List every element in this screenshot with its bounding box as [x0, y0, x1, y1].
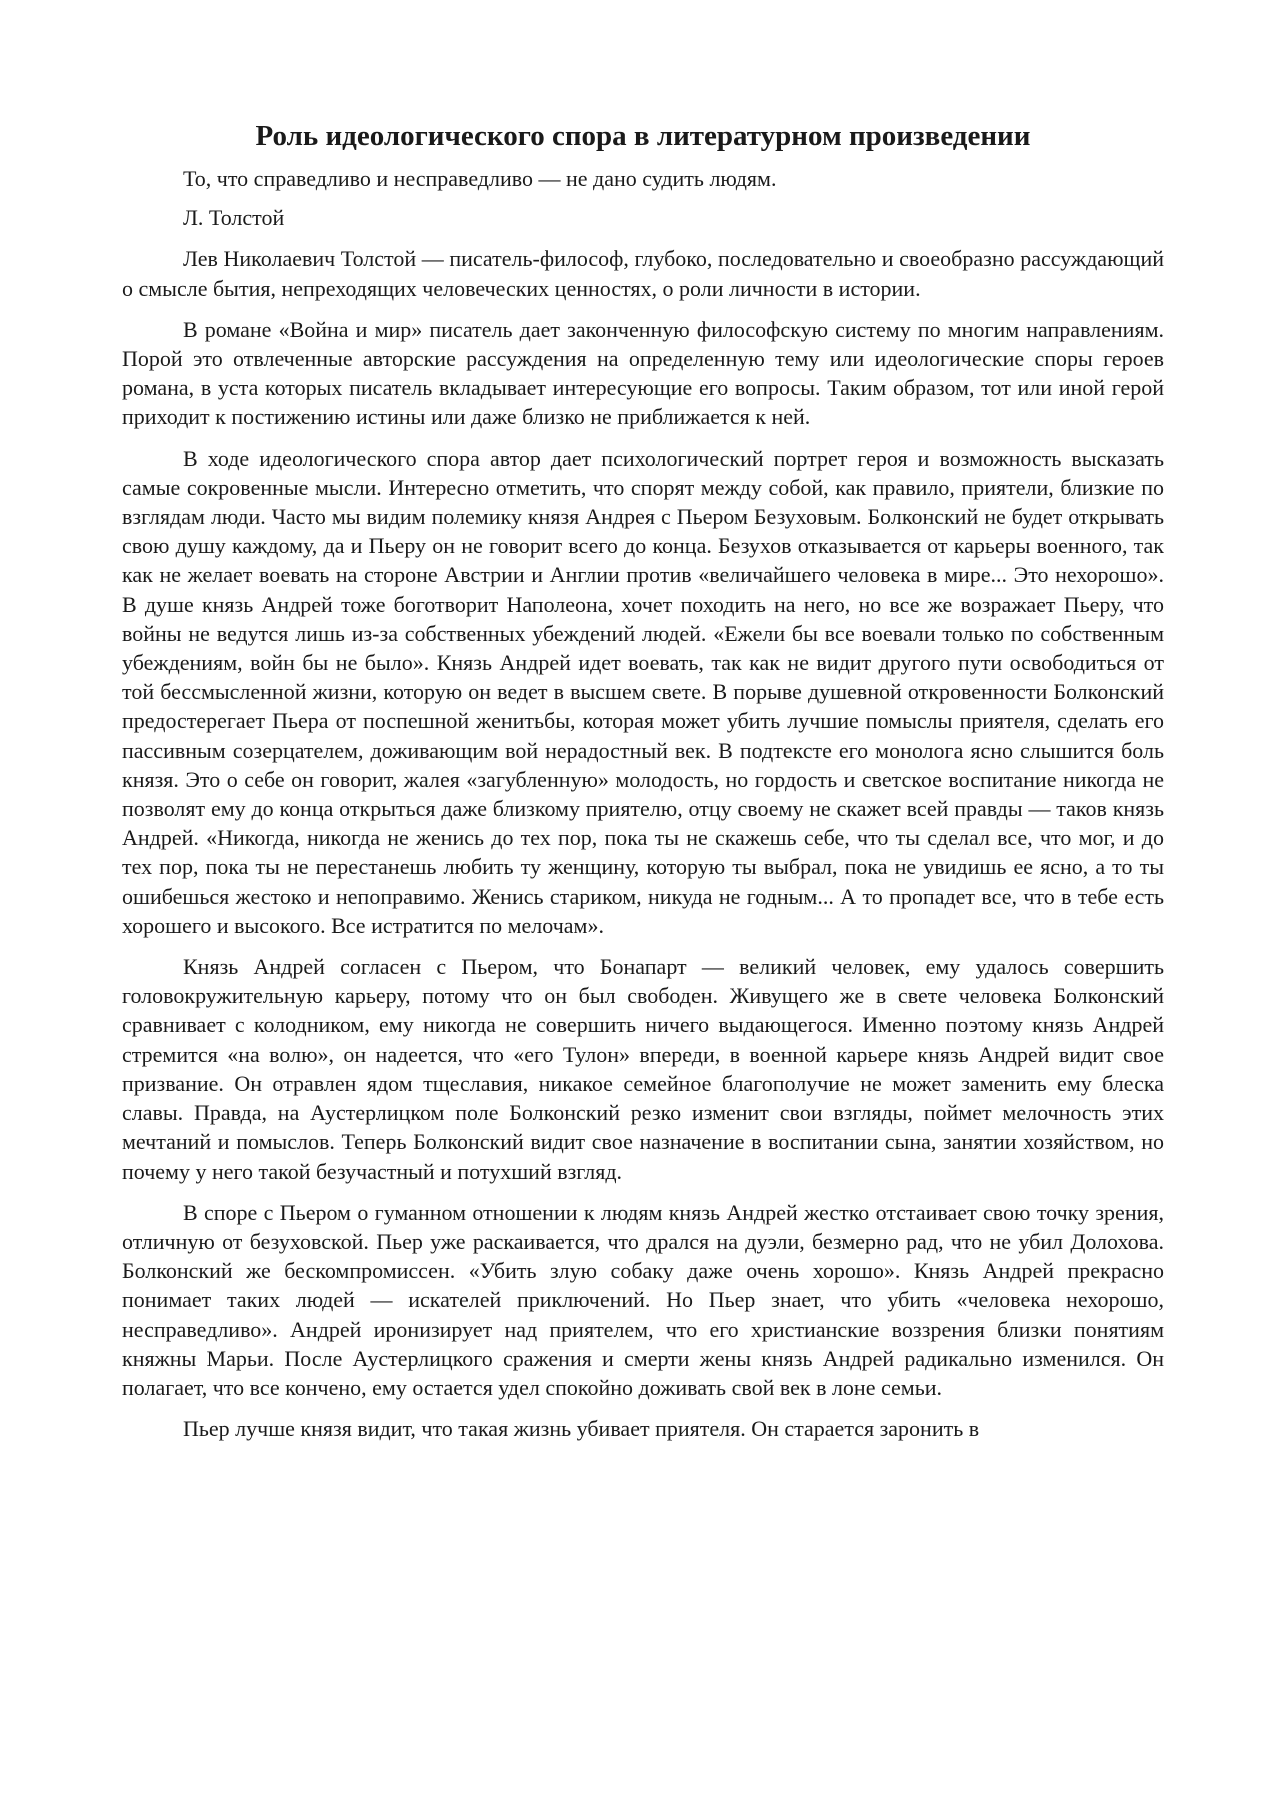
document-title: Роль идеологического спора в литературном произведении — [255, 120, 1031, 152]
paragraph-2: В романе «Война и мир» писатель дает законченную философскую систему по многим направлениям. Порой это отвлеченные авторские рассуждения на определенную тему или идеологические споры героев романа, в уста которых писатель вкладывает интересующие его вопросы. Таким образом, тот или иной герой приходит к постижению истины или даже близко не приближается к ней. — [122, 316, 1164, 430]
paragraph-4: Князь Андрей согласен с Пьером, что Бонапарт — великий человек, ему удалось совершить головокружительную карьеру, потому что он был свободен. Живущего же в свете человека Болконский сравнивает с колодником, ему никогда не совершить ничего выдающегося. Именно поэтому князь Андрей стремится «на волю», он надеется, что «его Тулон» впереди, в военной карьере князь Андрей видит свое призвание. Он отравлен ядом тщеславия, никакое семейное благополучие не может заменить ему блеска славы. Правда, на Аустерлицком поле Болконский резко изменит свои взгляды, поймет мелочность этих мечтаний и помыслов. Теперь Болконский видит свое назначение в воспитании сына, занятии хозяйством, но почему у него такой безучастный и потухший взгляд. — [122, 954, 1164, 1184]
epigraph-author: Л. Толстой — [183, 205, 285, 231]
paragraph-3: В ходе идеологического спора автор дает психологический портрет героя и возможность высказать самые сокровенные мысли. Интересно отметить, что спорят между собой, как правило, приятели, близкие по взглядам люди. Часто мы видим полемику князя Андрея с Пьером Безуховым. Болконский не будет открывать свою душу каждому, да и Пьеру он не говорит всего до конца. Безухов отказывается от карьеры военного, так как не желает воевать на стороне Австрии и Англии против «величайшего человека в мире... Это нехорошо». В душе князь Андрей тоже боготворит Наполеона, хочет походить на него, но все же возражает Пьеру, что войны не ведутся лишь из-за собственных убеждений людей. «Ежели бы все воевали только по собственным убеждениям, войн бы не было». Князь Андрей идет воевать, так как не видит другого пути освободиться от той бессмысленной жизни, которую он ведет в высшем свете. В порыве душевной откровенности Болконский предостерегает Пьера от поспешной женитьбы, которая может убить лучшие помыслы приятеля, сделать его пассивным созерцателем, доживающим вой нерадостный век. В подтексте его монолога ясно слышится боль князя. Это о себе он говорит, жалея «загубленную» молодость, но гордость и светское воспитание никогда не позволят ему до конца открыться даже близкому приятелю, отцу своему не скажет всей правды — таков князь Андрей. «Никогда, никогда не женись до тех пор, пока ты не скажешь себе, что ты сделал все, что мог, и до тех пор, пока ты не перестанешь любить ту женщину, которую ты выбрал, пока не увидишь ее ясно, а то ты ошибешься жестоко и непоправимо. Женись стариком, никуда не годным... А то пропадет все, что в тебе есть хорошего и высокого. Все истратится по мелочам». — [122, 445, 1164, 938]
epigraph: То, что справедливо и несправедливо — не дано судить людям. — [183, 166, 777, 191]
document-page — [122, 118, 1164, 1455]
paragraph-5: В споре с Пьером о гуманном отношении к людям князь Андрей жестко отстаивает свою точку зрения, отличную от безуховской. Пьер уже раскаивается, что дрался на дуэли, безмерно рад, что не убил Долохова. Болконский же бескомпромиссен. «Убить злую собаку даже очень хорошо». Князь Андрей прекрасно понимает таких людей — искателей приключений. Но Пьер знает, что убить «человека нехорошо, несправедливо». Андрей иронизирует над приятелем, что его христианские воззрения близки понятиям княжны Марьи. После Аустерлицкого сражения и смерти жены князь Андрей радикально изменился. Он полагает, что все кончено, ему остается удел спокойно доживать свой век в лоне семьи. — [122, 1199, 1164, 1400]
paragraph-6: Пьер лучше князя видит, что такая жизнь убивает приятеля. Он старается заронить в — [183, 1416, 980, 1442]
paragraph-1: Лев Николаевич Толстой — писатель-философ, глубоко, последовательно и своеобразно рассуждающий о смысле бытия, непреходящих человеческих ценностях, о роли личности в истории. — [122, 246, 1164, 301]
